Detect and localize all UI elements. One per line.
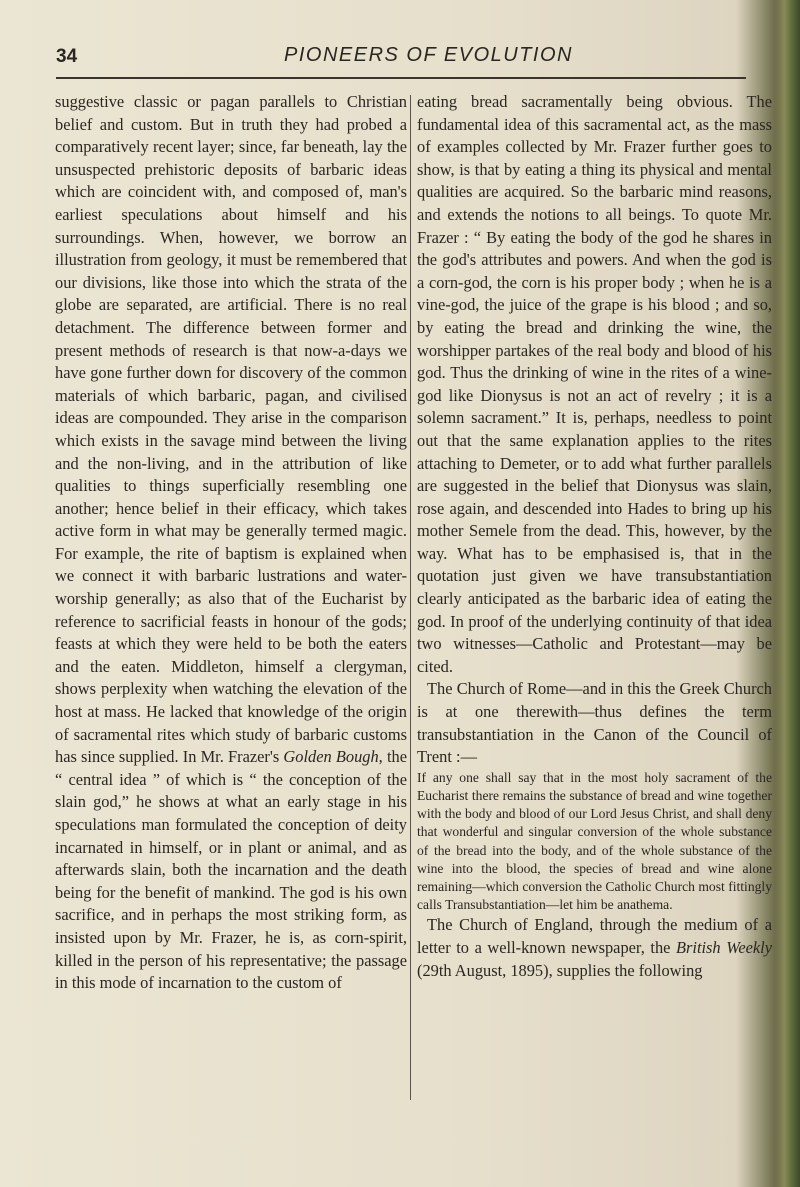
paragraph-text: the “ central idea ” of which is “ the conception of the slain god,” he shows at what an early stage in his speculations man formulated the conception of deity incarnated in himself, or in plant or animal, and as afterwards slain, both the incarnation and the death being for the benefit of mankind. The god is his own sacrifice, and in perhaps the most striking form, as insisted upon by Mr. Frazer, he is, as corn-spirit, killed in the person of his representative; the passage in this mode of incarnation to the custom of — [55, 747, 407, 993]
paragraph: The Church of Rome—and in this the Greek Church is at one therewith—thus defines the term transubstantiation in the Canon of the Council of Trent :— — [417, 679, 772, 767]
column-divider — [410, 95, 411, 1100]
paragraph: eating bread sacramentally being obvious. The fundamental idea of this sacramental act, as the mass of examples collected by Mr. Frazer further goes to show, is that by eating a thing its physical and mental qualities are acquired. So the barbaric mind reasons, and extends the notions to all beings. To quote Mr. Frazer : “ By eating the body of the god he shares in the god's attributes and powers. And when the god is a corn-god, the corn is his proper body ; when he is a vine-god, the juice of the grape is his blood ; and so, by eating the bread and drinking the wine, the worshipper partakes of the real body and blood of his god. Thus the drinking of wine in the rites of a wine-god like Dionysus is not an act of revelry ; it is a solemn sacrament.” It is, perhaps, needless to point out that the same explanation applies to the rites attaching to Demeter, or to add what further parallels are suggested in the belief that Dionysus was slain, rose again, and descended into Hades to bring up his mother Semele from the dead. This, however, by the way. What has to be emphasised is, that in the quotation just given we have transubstantiation clearly anticipated as the barbaric idea of eating the god. In proof of the underlying continuity of that idea two witnesses—Catholic and Protestant—may be cited. — [417, 92, 772, 676]
header-rule — [56, 77, 746, 79]
book-title: Golden Bough, — [283, 747, 383, 767]
paragraph-text: The Church of England, through the medium of a letter to a well-known newspaper, the — [417, 915, 772, 958]
block-quote: If any one shall say that in the most holy sacrament of the Eucharist there remains the substance of bread and wine together with the body and blood of our Lord Jesus Christ, and shall deny that wonderful and singular conversion of the whole substance of the bread into the body, and of the whole substance of the wine into the blood, the species of bread and wine alone remaining—which conversion the Catholic Church most fittingly calls Transubstantiation—let him be anathema. — [417, 769, 772, 913]
paragraph-text: suggestive classic or pagan parallels to Christian belief and custom. But in truth they had probed a comparatively recent layer; since, far beneath, lay the unsuspected prehistoric deposits of barbaric ideas which are coincident with, and composed of, man's earliest speculations about himself and his surroundings. When, however, we borrow an illustration from geology, it must be remembered that our divisions, like those into which the strata of the globe are separated, are artificial. There is no real detachment. The difference between former and present methods of research is that now-a-days we have gone further down for discovery of the common materials of which barbaric, pagan, and civilised ideas are compounded. They arise in the comparison which exists in the savage mind between the living and the non-living, and in the attribution of like qualities to things superficially resembling one another; hence belief in their efficacy, which takes active form in what may be generally termed magic. For example, the rite of baptism is explained when we connect it with barbaric lustrations and water-worship generally; as also that of the Eucharist by reference to sacrificial feasts in honour of the gods; feasts at which they were held to be both the eaters and the eaten. Middleton, himself a clergyman, shows perplexity when watching the elevation of the host at mass. He lacked that knowledge of the origin of sacramental rites which study of barbaric customs has since supplied. In Mr. Frazer's — [55, 92, 407, 767]
page-header — [56, 46, 776, 76]
page-number: 34 — [56, 46, 78, 67]
paragraph — [417, 914, 772, 982]
page-edge — [774, 0, 800, 1187]
paragraph-text: (29th August, 1895), supplies the following — [417, 960, 703, 980]
paragraph — [55, 91, 407, 995]
newspaper-title: British Weekly — [676, 938, 773, 958]
right-column — [417, 91, 772, 982]
running-title: PIONEERS OF EVOLUTION — [284, 44, 573, 66]
left-column — [55, 91, 407, 995]
